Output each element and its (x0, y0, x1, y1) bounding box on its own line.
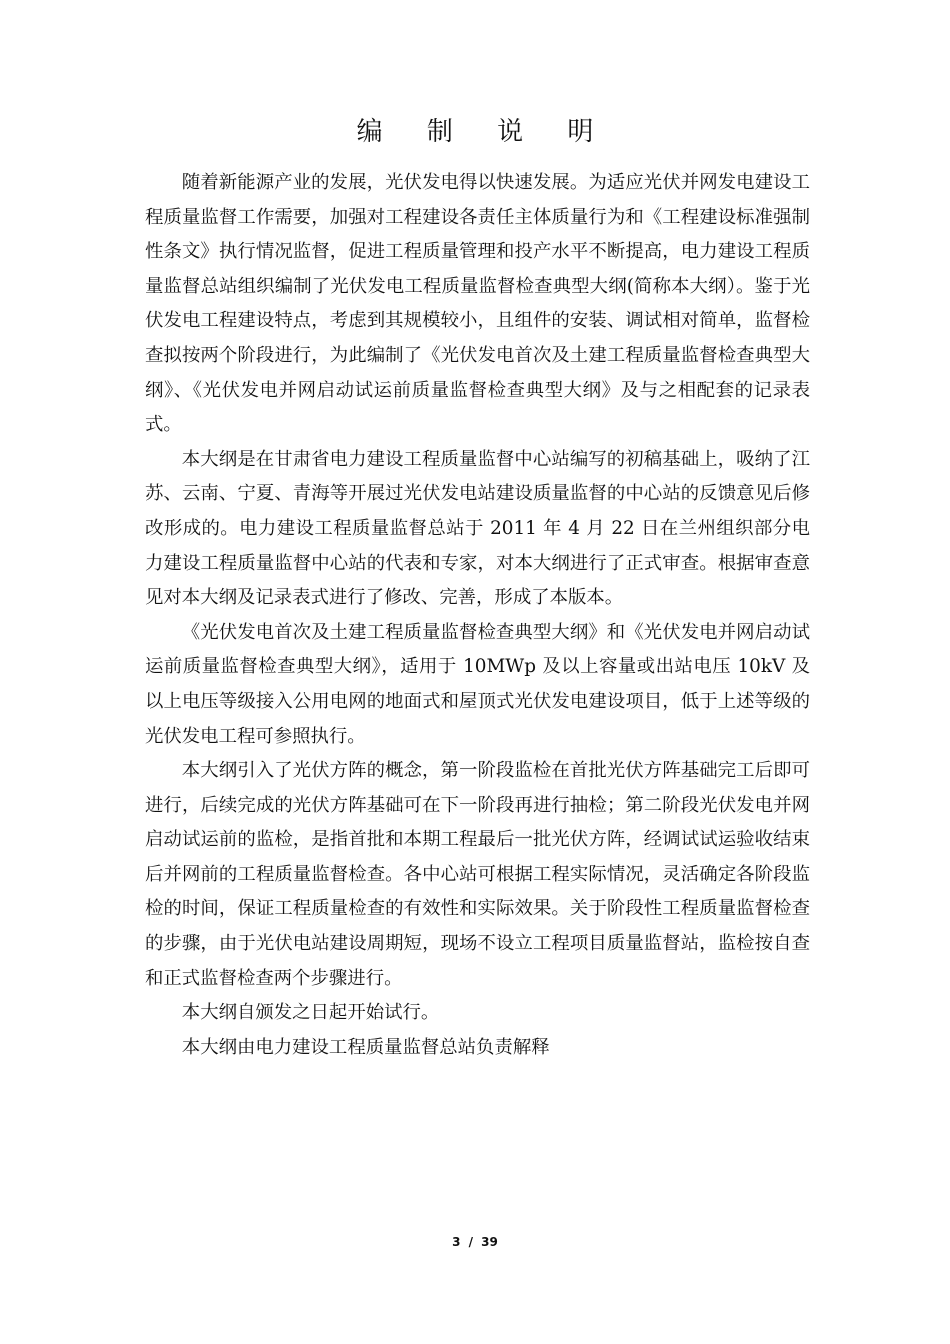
paragraph-background: 本大纲是在甘肃省电力建设工程质量监督中心站编写的初稿基础上，吸纳了江苏、云南、宁夏、青海等开展过光伏发电站建设质量监督的中心站的反馈意见后修改形成的。电力建设工程质量监督总站于 2011 年 4 月 22 日在兰州组织部分电力建设工程质量监督中心站的代表和专家，对本大纲进行了正式审查。根据审查意见对本大纲及记录表式进行了修改、完善，形成了本版本。 (145, 448, 810, 609)
page-title: 编 制 说 明 (356, 117, 612, 147)
paragraph-intro: 随着新能源产业的发展，光伏发电得以快速发展。为适应光伏并网发电建设工程质量监督工作需要，加强对工程建设各责任主体质量行为和《工程建设标准强制性条文》执行情况监督，促进工程质量管理和投产水平不断提高，电力建设工程质量监督总站组织编制了光伏发电工程质量监督检查典型大纲(简称本大纲）。鉴于光伏发电工程建设特点，考虑到其规模较小，且组件的安装、调试相对简单，监督检查拟按两个阶段进行，为此编制了《光伏发电首次及土建工程质量监督检查典型大纲》、《光伏发电并网启动试运前质量监督检查典型大纲》及与之相配套的记录表式。 (145, 172, 810, 436)
paragraph-interpretation: 本大纲由电力建设工程质量监督总站负责解释 (181, 1036, 550, 1058)
paragraph-scope: 《光伏发电首次及土建工程质量监督检查典型大纲》和《光伏发电并网启动试运前质量监督检查典型大纲》，适用于 10MWp 及以上容量或出站电压 10kV 及以上电压等级接入公用电网的地面式和屋顶式光伏发电建设项目，低于上述等级的光伏发电工程可参照执行。 (145, 621, 810, 747)
page-number: 3 / 39 (452, 1235, 498, 1249)
paragraph-stages: 本大纲引入了光伏方阵的概念，第一阶段监检在首批光伏方阵基础完工后即可进行，后续完成的光伏方阵基础可在下一阶段再进行抽检；第二阶段光伏发电并网启动试运前的监检，是指首批和本期工程最后一批光伏方阵，经调试试运验收结束后并网前的工程质量监督检查。各中心站可根据工程实际情况，灵活确定各阶段监检的时间，保证工程质量检查的有效性和实际效果。关于阶段性工程质量监督检查的步骤，由于光伏电站建设周期短，现场不设立工程项目质量监督站，监检按自查和正式监督检查两个步骤进行。 (145, 760, 810, 989)
paragraph-trial: 本大纲自颁发之日起开始试行。 (181, 1002, 440, 1024)
body-text (145, 166, 810, 1065)
